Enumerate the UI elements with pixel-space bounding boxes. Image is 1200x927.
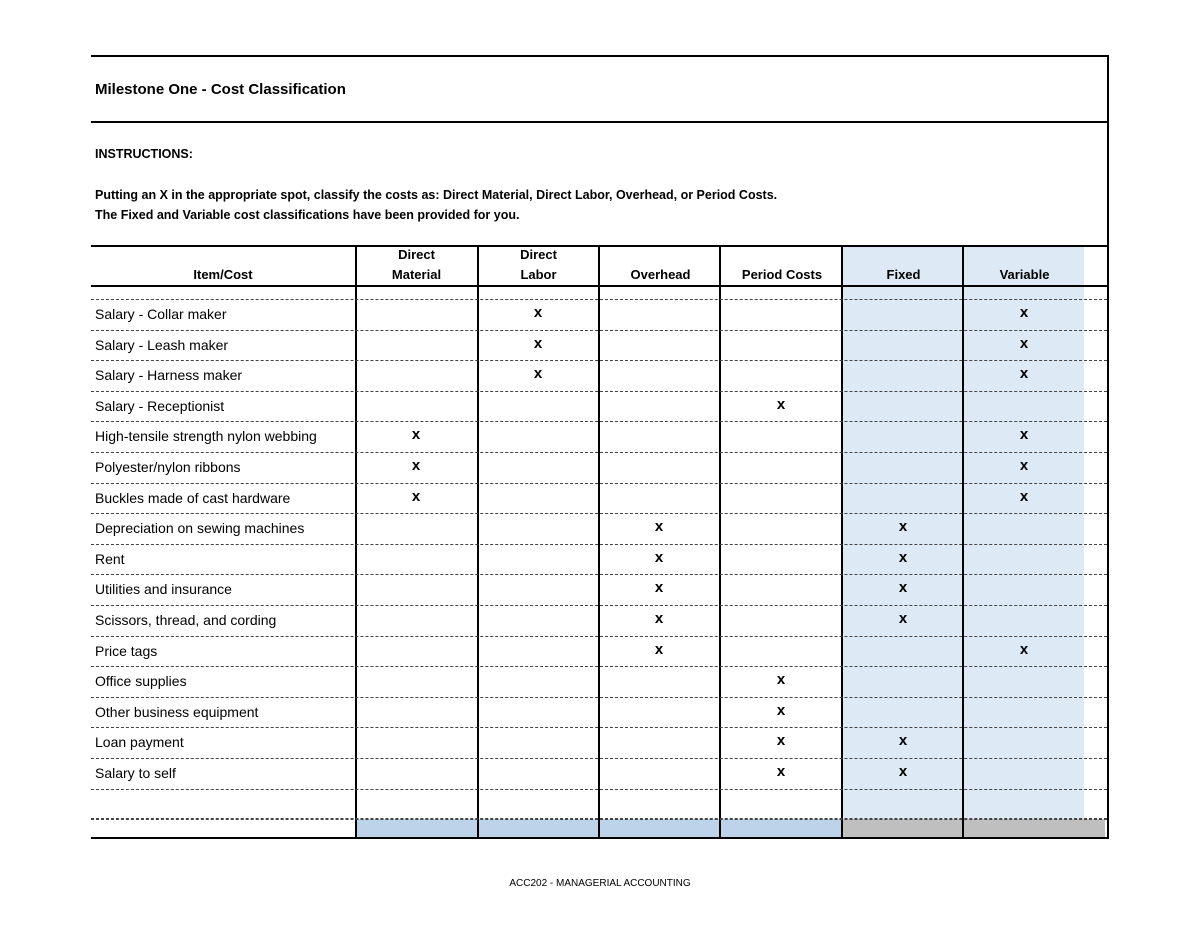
row-item-label: Scissors, thread, and cording bbox=[95, 612, 277, 628]
row-divider bbox=[91, 391, 1107, 392]
x-mark-fixed: x bbox=[898, 518, 908, 536]
row-divider bbox=[91, 513, 1107, 514]
x-mark-variable: x bbox=[1019, 487, 1029, 505]
col-header-direct-material-line2: Material bbox=[391, 267, 442, 282]
row-item-label: Salary - Receptionist bbox=[95, 397, 225, 414]
col-header-overhead-label: Overhead bbox=[630, 267, 691, 282]
row-divider bbox=[91, 697, 1107, 698]
x-mark-variable: x bbox=[1019, 334, 1029, 352]
x-mark-labor: x bbox=[533, 334, 543, 352]
x-mark-overhead: x bbox=[654, 640, 664, 658]
row-item-label: Depreciation on sewing machines bbox=[95, 520, 305, 537]
x-mark-variable: x bbox=[1019, 457, 1029, 474]
x-mark-period: x bbox=[776, 701, 786, 719]
col-header-item bbox=[91, 247, 355, 285]
x-mark-fixed: x bbox=[898, 579, 908, 597]
row-divider bbox=[91, 544, 1107, 545]
x-mark-variable: x bbox=[1019, 304, 1029, 321]
variable-column-shade bbox=[964, 247, 1084, 819]
instructions-line-2: The Fixed and Variable cost classifications have been provided for you. bbox=[95, 208, 520, 222]
x-mark-fixed: x bbox=[898, 732, 908, 750]
row-item-label: High-tensile strength nylon webbing bbox=[95, 428, 317, 445]
x-mark-period: x bbox=[776, 395, 786, 413]
row-divider bbox=[91, 666, 1107, 667]
row-item-label: Salary - Collar maker bbox=[95, 306, 227, 322]
row-divider bbox=[91, 330, 1107, 331]
col-header-direct-labor-line2: Labor bbox=[520, 267, 557, 282]
worksheet bbox=[91, 55, 1109, 839]
instructions-heading: INSTRUCTIONS: bbox=[95, 147, 193, 161]
row-divider bbox=[91, 819, 1107, 820]
divider-5 bbox=[841, 246, 843, 838]
x-mark-material: x bbox=[411, 457, 421, 474]
col-header-direct-labor-line1: Direct bbox=[520, 247, 557, 262]
row-divider bbox=[91, 789, 1107, 790]
x-mark-variable: x bbox=[1019, 365, 1029, 383]
col-header-direct-labor bbox=[478, 247, 599, 285]
col-header-fixed bbox=[843, 247, 964, 285]
row-divider bbox=[91, 421, 1107, 422]
row-item-label: Office supplies bbox=[95, 673, 187, 690]
row-divider bbox=[91, 727, 1107, 728]
row-divider bbox=[91, 636, 1107, 637]
col-header-item-label: Item/Cost bbox=[193, 267, 253, 282]
row-item-label: Buckles made of cast hardware bbox=[95, 489, 291, 506]
divider-3 bbox=[598, 246, 600, 838]
row-item-label: Utilities and insurance bbox=[95, 581, 232, 598]
row-item-label: Salary - Harness maker bbox=[95, 367, 243, 384]
row-divider bbox=[91, 299, 1107, 300]
divider-6 bbox=[962, 246, 964, 838]
col-header-variable bbox=[964, 247, 1085, 285]
x-mark-fixed: x bbox=[898, 548, 908, 566]
col-header-period-costs bbox=[721, 247, 843, 285]
col-header-overhead bbox=[600, 247, 721, 285]
x-mark-period: x bbox=[776, 763, 786, 780]
total-row-gray bbox=[843, 819, 1105, 838]
divider-1 bbox=[355, 246, 357, 838]
row-divider bbox=[91, 483, 1107, 484]
x-mark-period: x bbox=[776, 732, 786, 750]
x-mark-variable: x bbox=[1019, 426, 1029, 444]
col-header-direct-material bbox=[356, 247, 477, 285]
divider-4 bbox=[719, 246, 721, 838]
row-divider bbox=[91, 360, 1107, 361]
page-footer: ACC202 - MANAGERIAL ACCOUNTING bbox=[509, 878, 691, 889]
row-divider bbox=[91, 818, 1107, 819]
row-item-label: Salary to self bbox=[95, 765, 176, 781]
bottom-border bbox=[91, 837, 1107, 839]
row-divider bbox=[91, 574, 1107, 575]
instructions-line-1: Putting an X in the appropriate spot, classify the costs as: Direct Material, Direct Labor, Overhead, or Period Costs. bbox=[95, 188, 778, 202]
col-header-direct-material-line1: Direct bbox=[398, 247, 435, 262]
col-header-period-label: Period Costs bbox=[741, 267, 823, 282]
x-mark-period: x bbox=[776, 671, 786, 689]
x-mark-labor: x bbox=[533, 304, 543, 321]
x-mark-overhead: x bbox=[654, 518, 664, 536]
x-mark-material: x bbox=[411, 426, 421, 444]
row-item-label: Polyester/nylon ribbons bbox=[95, 459, 241, 475]
x-mark-overhead: x bbox=[654, 610, 664, 627]
x-mark-overhead: x bbox=[654, 548, 664, 566]
row-divider bbox=[91, 452, 1107, 453]
row-item-label: Rent bbox=[95, 550, 125, 567]
x-mark-material: x bbox=[411, 487, 421, 505]
x-mark-fixed: x bbox=[898, 610, 908, 627]
x-mark-labor: x bbox=[533, 365, 543, 383]
x-mark-overhead: x bbox=[654, 579, 664, 597]
divider-2 bbox=[477, 246, 479, 838]
col-header-fixed-label: Fixed bbox=[886, 267, 921, 282]
row-divider bbox=[91, 758, 1107, 759]
page-title: Milestone One - Cost Classification bbox=[95, 81, 346, 98]
x-mark-variable: x bbox=[1019, 640, 1029, 658]
row-divider bbox=[91, 605, 1107, 606]
row-item-label: Other business equipment bbox=[95, 703, 259, 720]
row-item-label: Price tags bbox=[95, 642, 158, 659]
row-item-label: Salary - Leash maker bbox=[95, 336, 229, 353]
col-header-variable-label: Variable bbox=[999, 267, 1050, 282]
title-row bbox=[91, 57, 1107, 123]
row-item-label: Loan payment bbox=[95, 734, 184, 751]
x-mark-fixed: x bbox=[898, 763, 908, 780]
